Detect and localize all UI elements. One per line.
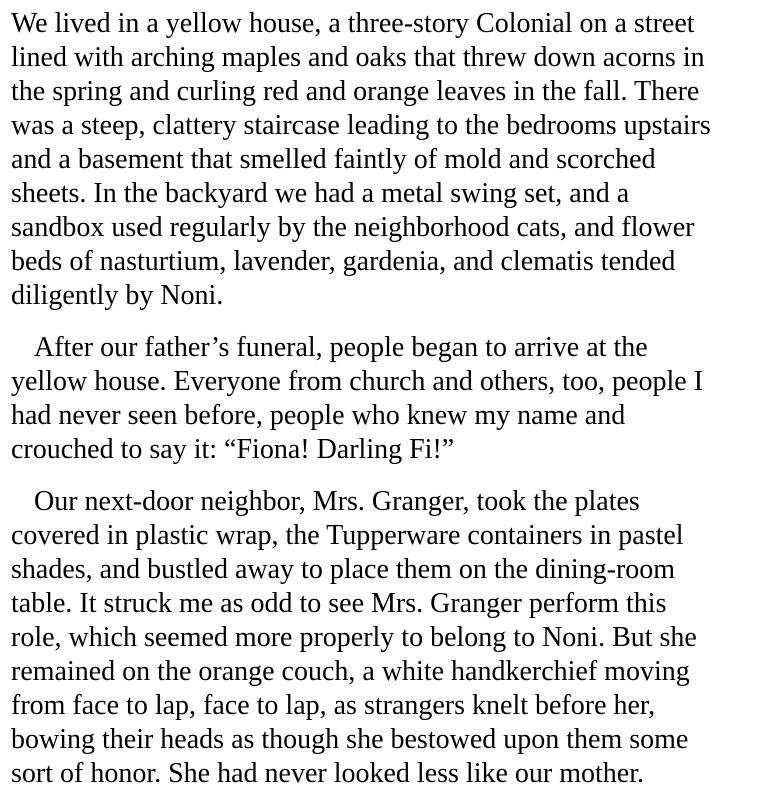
text-line: covered in plastic wrap, the Tupperware containers in pastel [11,520,684,551]
text-line: bowing their heads as though she bestowed upon them some [11,724,689,755]
text-line: yellow house. Everyone from church and others, too, people I [11,366,704,397]
text-line: the spring and curling red and orange leaves in the fall. There [11,76,700,107]
text-line: sheets. In the backyard we had a metal swing set, and a [11,178,630,209]
text-line: and a basement that smelled faintly of mold and scorched [11,144,656,175]
text-line: role, which seemed more properly to belong to Noni. But she [11,622,697,653]
text-line: shades, and bustled away to place them on the dining-room [11,554,676,585]
text-line: had never seen before, people who knew my name and [11,400,626,431]
text-line: table. It struck me as odd to see Mrs. Granger perform this [11,588,667,619]
text-line: beds of nasturtium, lavender, gardenia, and clematis tended [11,246,676,277]
text-line: After our father’s funeral, people began to arrive at the [34,332,648,363]
text-line: We lived in a yellow house, a three-story Colonial on a street [11,8,695,39]
text-line: sandbox used regularly by the neighborhood cats, and flower [11,212,695,243]
text-line: remained on the orange couch, a white handkerchief moving [11,656,690,687]
text-line: diligently by Noni. [11,280,224,311]
text-line: lined with arching maples and oaks that threw down acorns in [11,42,705,73]
text-column [11,7,761,791]
text-line: from face to lap, face to lap, as strangers knelt before her, [11,690,656,721]
text-line: Our next-door neighbor, Mrs. Granger, took the plates [34,486,640,517]
text-line: crouched to say it: “Fiona! Darling Fi!” [11,434,455,465]
paragraph [11,331,761,467]
text-line: sort of honor. She had never looked less like our mother. [11,758,644,789]
text-line: was a steep, clattery staircase leading to the bedrooms upstairs [11,110,711,141]
paragraph [11,7,761,313]
paragraph [11,485,761,791]
